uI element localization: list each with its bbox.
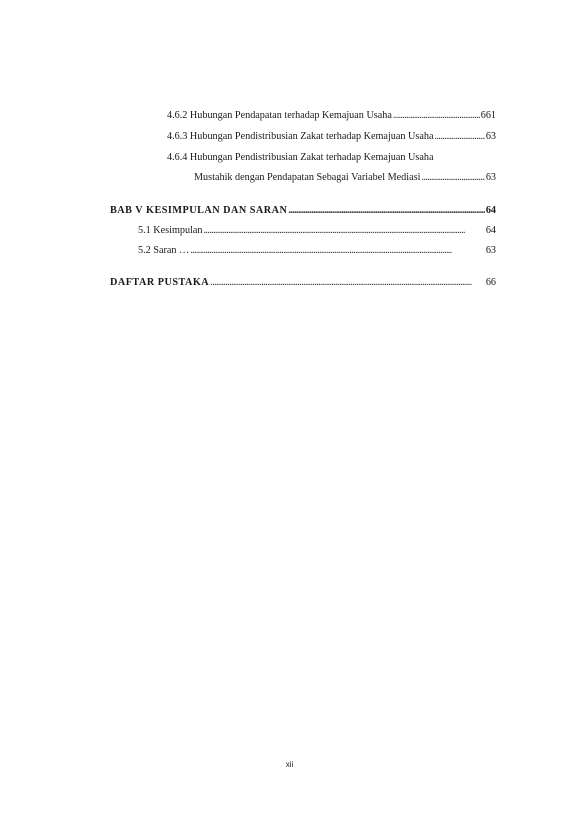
toc-leader-dots: [204, 224, 485, 237]
toc-page-number: 64: [485, 205, 496, 216]
toc-entry-title: 4.6.2 Hubungan Pendapatan terhadap Kemajuan Usaha: [167, 110, 392, 121]
toc-entry-title: 4.6.4 Hubungan Pendistribusian Zakat terhadap Kemajuan Usaha: [167, 152, 434, 163]
toc-entry-5-2: [138, 244, 496, 257]
toc-chapter-title: BAB V KESIMPULAN DAN SARAN: [110, 205, 288, 216]
toc-leader-dots: [190, 244, 485, 257]
toc-leader-dots: [421, 171, 484, 184]
toc-entry-4-6-4-line1: [167, 151, 434, 164]
toc-chapter-daftar-pustaka: [110, 276, 496, 289]
toc-entry-title: 5.2 Saran …: [138, 245, 190, 256]
toc-page-number: 66: [485, 277, 496, 288]
toc-leader-dots: [288, 204, 484, 217]
toc-chapter-title: DAFTAR PUSTAKA: [110, 277, 210, 288]
toc-entry-5-1: [138, 224, 496, 237]
toc-entry-title: 5.1 Kesimpulan: [138, 225, 203, 236]
toc-page-number: 63: [485, 172, 496, 183]
toc-entry-4-6-4-line2: [194, 171, 496, 184]
toc-page-number: 63: [485, 245, 496, 256]
toc-entry-4-6-2: [167, 109, 496, 122]
page-number-footer: xii: [285, 760, 294, 769]
toc-entry-title-continued: Mustahik dengan Pendapatan Sebagai Variabel Mediasi: [194, 172, 421, 183]
toc-entry-4-6-3: [167, 130, 496, 143]
toc-page-number: 661: [480, 110, 496, 121]
toc-leader-dots: [210, 276, 485, 289]
toc-page-number: 63: [485, 131, 496, 142]
toc-leader-dots: [435, 130, 485, 143]
toc-leader-dots: [393, 109, 480, 122]
toc-entry-title: 4.6.3 Hubungan Pendistribusian Zakat terhadap Kemajuan Usaha: [167, 131, 434, 142]
toc-chapter-bab-v: [110, 204, 496, 217]
toc-page-number: 64: [485, 225, 496, 236]
